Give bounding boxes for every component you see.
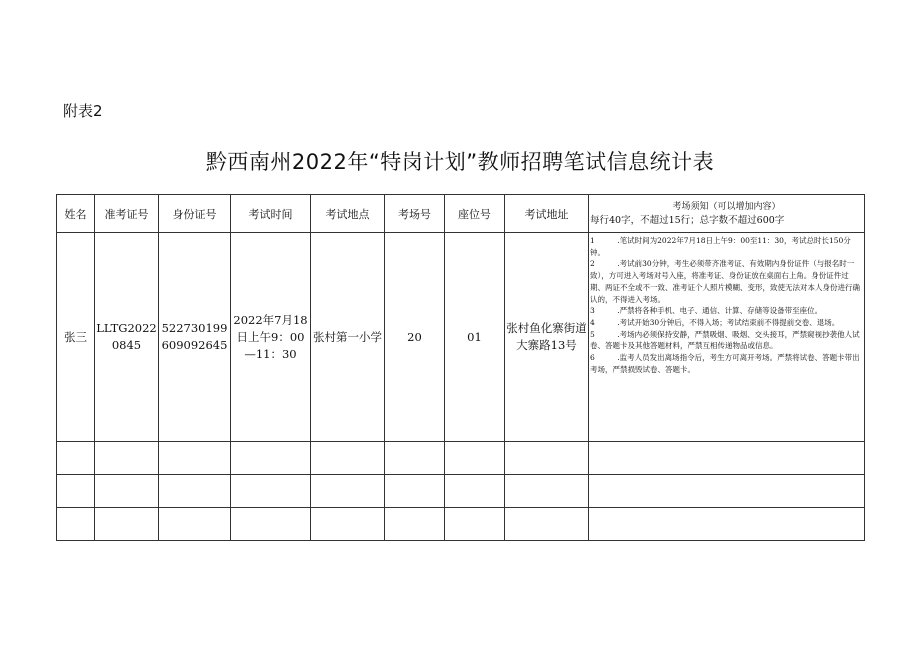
- notes-item: 5 .考场内必须保持安静，严禁吸烟、吸烟、交头接耳，严禁窥视抄袭他人试卷、答题卡及其他答题材料，严禁互相传递物品或信息。: [590, 329, 860, 351]
- header-seat-no: 座位号: [445, 195, 505, 233]
- header-name: 姓名: [57, 195, 95, 233]
- header-notes: [589, 195, 865, 233]
- notes-list: [589, 233, 864, 441]
- cell-seat-no: 01: [445, 233, 505, 442]
- exam-info-table: [56, 194, 865, 541]
- notes-item: 4 .考试开始30分钟后，不得入场；考试结束前不得提前交卷、退场。: [590, 317, 840, 327]
- notes-header-line2: 每行40字，不超过15行；总字数不超过600字: [590, 214, 785, 226]
- notes-item: 3 .严禁将各种手机、电子、通信、计算、存储等设备带至座位。: [590, 306, 823, 316]
- cell-exam-address: 张村鱼化寨街道大寨路13号: [505, 233, 589, 442]
- attachment-label: 附表2: [63, 102, 103, 120]
- cell-name: 张三: [57, 233, 95, 442]
- empty-row: [57, 508, 865, 541]
- cell-id-no: 522730199609092645: [159, 233, 231, 442]
- header-row: [57, 195, 865, 233]
- table-row: [57, 233, 865, 442]
- notes-item: 1 .笔试时间为2022年7月18日上午9：00至11：30，考试总时长150分钟。: [590, 236, 851, 257]
- cell-exam-time: 2022年7月18日上午9：00—11：30: [231, 233, 311, 442]
- header-id-no: 身份证号: [159, 195, 231, 233]
- header-room-no: 考场号: [385, 195, 445, 233]
- cell-ticket-no: LLTG20220845: [95, 233, 159, 442]
- notes-header-line1: 考场须知（可以增加内容）: [672, 201, 781, 212]
- notes-item: 6 .监考人员发出离场指令后，考生方可离开考场。严禁将试卷、答题卡带出考场，严禁损毁试卷、答题卡。: [590, 353, 860, 374]
- notes-item: 2 .考试前30分钟，考生必须带齐准考证、有效期内身份证件（与报名时一致），方可进入考场对号入座，将准考证、身份证放在桌面右上角。身份证件过期、两证不全或不一致、准考证个人照片模糊、变形，致使无法对本人身份进行确认的，不得进入考场。: [590, 259, 860, 304]
- empty-row: [57, 442, 865, 475]
- cell-notes: [589, 233, 865, 442]
- header-ticket-no: 准考证号: [95, 195, 159, 233]
- header-exam-place: 考试地点: [311, 195, 385, 233]
- empty-row: [57, 475, 865, 508]
- cell-exam-place: 张村第一小学: [311, 233, 385, 442]
- page-title: 黔西南州2022年“特岗计划”教师招聘笔试信息统计表: [205, 150, 715, 174]
- header-exam-address: 考试地址: [505, 195, 589, 233]
- header-exam-time: 考试时间: [231, 195, 311, 233]
- cell-room-no: 20: [385, 233, 445, 442]
